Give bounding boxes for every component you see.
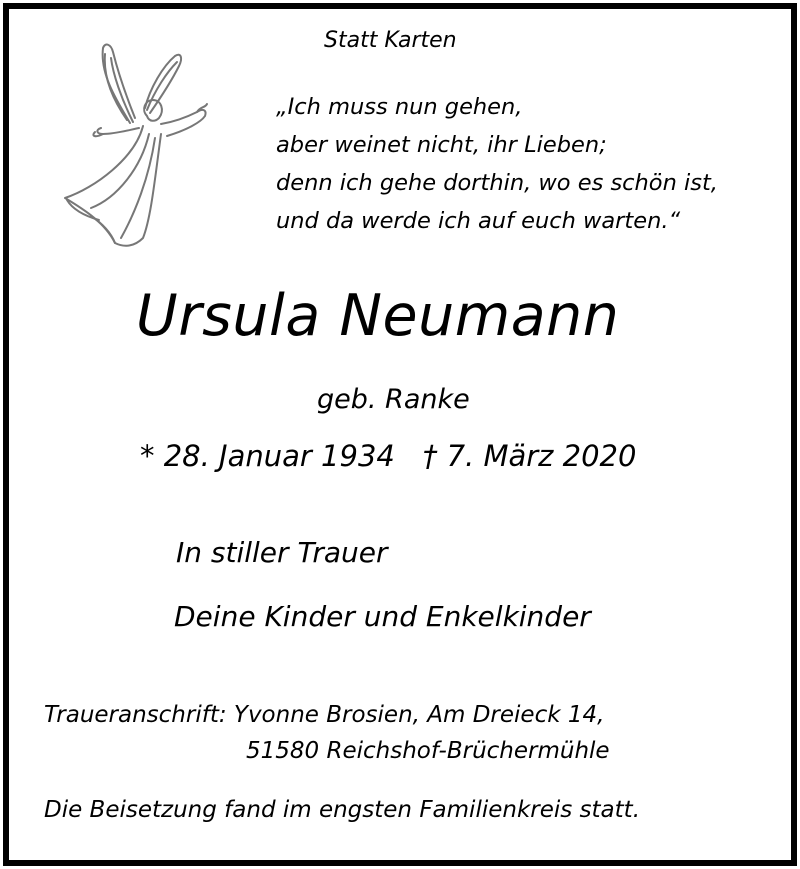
burial-note: Die Beisetzung fand im engsten Familienkreis statt. bbox=[44, 797, 641, 823]
address-line-2: 51580 Reichshof-Brüchermühle bbox=[246, 738, 610, 764]
quote-line: und da werde ich auf euch warten.“ bbox=[276, 208, 681, 234]
maiden-name: geb. Ranke bbox=[317, 384, 470, 415]
family-line: Deine Kinder und Enkelkinder bbox=[174, 600, 591, 633]
death-date: † 7. März 2020 bbox=[422, 439, 637, 473]
header-statt-karten: Statt Karten bbox=[324, 28, 457, 53]
quote-line: denn ich gehe dorthin, wo es schön ist, bbox=[276, 170, 718, 196]
birth-date: * 28. Januar 1934 bbox=[140, 439, 395, 473]
mourning-line: In stiller Trauer bbox=[176, 536, 388, 569]
quote-line: aber weinet nicht, ihr Lieben; bbox=[276, 132, 607, 158]
angel-drawing-icon bbox=[55, 38, 215, 253]
quote-line: „Ich muss nun gehen, bbox=[276, 94, 523, 120]
quote-block bbox=[276, 88, 718, 240]
address-line-1: Traueranschrift: Yvonne Brosien, Am Dreieck 14, bbox=[44, 702, 605, 728]
life-dates bbox=[140, 439, 637, 473]
deceased-name: Ursula Neumann bbox=[136, 283, 620, 349]
